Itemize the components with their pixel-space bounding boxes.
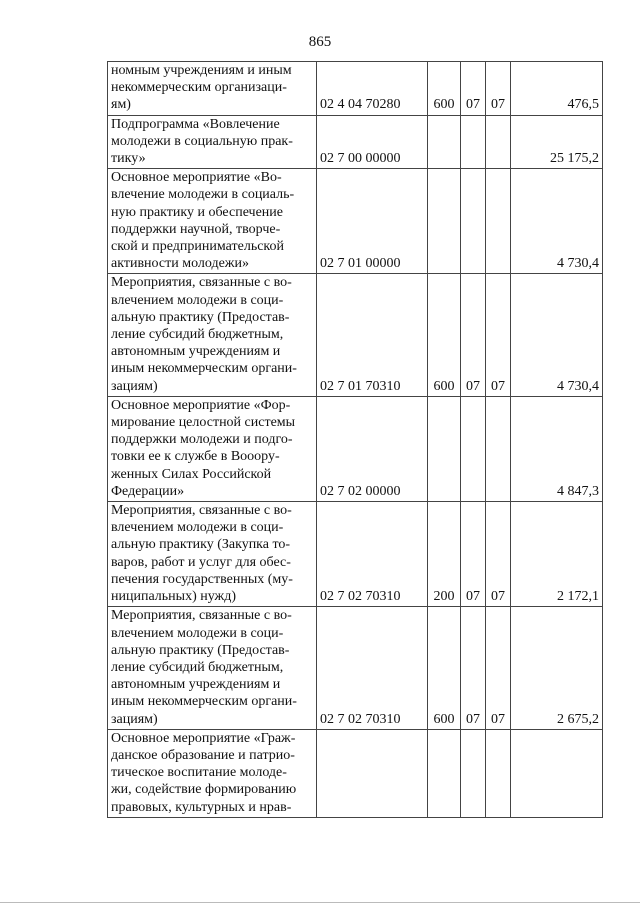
amount-cell: 2 172,1 bbox=[511, 502, 603, 607]
item-name-line: Основное мероприятие «Граж- bbox=[111, 730, 296, 746]
target-article-code-cell bbox=[317, 729, 428, 817]
item-name-cell bbox=[108, 169, 317, 274]
item-name-line: жи, содействие формированию bbox=[111, 782, 297, 798]
table-row bbox=[108, 62, 603, 116]
table-row bbox=[108, 115, 603, 169]
item-name-line: иным некоммерческим органи- bbox=[111, 361, 297, 377]
item-name-cell bbox=[108, 729, 317, 817]
item-name-cell bbox=[108, 115, 317, 169]
target-article-code-cell: 02 7 02 70310 bbox=[317, 502, 428, 607]
amount-cell: 476,5 bbox=[511, 62, 603, 116]
section-cell: 07 bbox=[461, 62, 486, 116]
amount-cell bbox=[511, 729, 603, 817]
item-name-line: автономным учреждениям и bbox=[111, 344, 281, 360]
item-name-line: правовых, культурных и нрав- bbox=[111, 799, 292, 815]
subsection-cell: 07 bbox=[486, 607, 511, 729]
item-name-cell bbox=[108, 607, 317, 729]
item-name-line: некоммерческим организаци- bbox=[111, 80, 287, 96]
item-name-cell bbox=[108, 396, 317, 501]
section-cell: 07 bbox=[461, 502, 486, 607]
item-name-line: данское образование и патрио- bbox=[111, 747, 295, 763]
item-name-line: активности молодежи» bbox=[111, 256, 249, 272]
section-cell bbox=[461, 169, 486, 274]
item-name-line: ную практику и обеспечение bbox=[111, 204, 284, 220]
amount-cell: 2 675,2 bbox=[511, 607, 603, 729]
expense-type-cell bbox=[428, 169, 461, 274]
table-row bbox=[108, 729, 603, 817]
item-name-line: влечением молодежи в соци- bbox=[111, 520, 284, 536]
item-name-line: иным некоммерческим органи- bbox=[111, 694, 297, 710]
expense-type-cell bbox=[428, 115, 461, 169]
item-name-line: тическое воспитание молоде- bbox=[111, 765, 287, 781]
table-row bbox=[108, 502, 603, 607]
target-article-code-cell: 02 7 01 00000 bbox=[317, 169, 428, 274]
table-row bbox=[108, 607, 603, 729]
item-name-line: молодежи в социальную прак- bbox=[111, 133, 293, 149]
target-article-code-cell: 02 7 02 70310 bbox=[317, 607, 428, 729]
amount-cell: 4 730,4 bbox=[511, 169, 603, 274]
section-cell: 07 bbox=[461, 274, 486, 396]
expense-type-cell: 200 bbox=[428, 502, 461, 607]
item-name-line: мирование целостной системы bbox=[111, 415, 296, 431]
item-name-line: поддержки молодежи и подго- bbox=[111, 432, 293, 448]
expense-type-cell: 600 bbox=[428, 62, 461, 116]
item-name-line: варов, работ и услуг для обес- bbox=[111, 554, 291, 570]
item-name-line: автономным учреждениям и bbox=[111, 677, 281, 693]
subsection-cell bbox=[486, 115, 511, 169]
item-name-line: Основное мероприятие «Фор- bbox=[111, 397, 291, 413]
item-name-line: тику» bbox=[111, 151, 146, 167]
item-name-line: альную практику (Предостав- bbox=[111, 309, 290, 325]
target-article-code-cell: 02 7 01 70310 bbox=[317, 274, 428, 396]
page-number: 865 bbox=[308, 34, 332, 50]
item-name-line: Мероприятия, связанные с во- bbox=[111, 503, 292, 519]
item-name-line: ниципальных) нужд) bbox=[111, 589, 236, 605]
section-cell bbox=[461, 729, 486, 817]
item-name-line: поддержки научной, творче- bbox=[111, 221, 281, 237]
item-name-line: печения государственных (му- bbox=[111, 571, 293, 587]
target-article-code-cell: 02 4 04 70280 bbox=[317, 62, 428, 116]
subsection-cell bbox=[486, 729, 511, 817]
amount-cell: 25 175,2 bbox=[511, 115, 603, 169]
section-cell bbox=[461, 396, 486, 501]
item-name-line: Основное мероприятие «Во- bbox=[111, 170, 282, 186]
item-name-line: Мероприятия, связанные с во- bbox=[111, 275, 292, 291]
item-name-cell bbox=[108, 62, 317, 116]
item-name-line: женных Силах Российской bbox=[111, 466, 272, 482]
item-name-cell bbox=[108, 502, 317, 607]
item-name-cell bbox=[108, 274, 317, 396]
subsection-cell: 07 bbox=[486, 62, 511, 116]
item-name-line: товки ее к службе в Вооору- bbox=[111, 449, 280, 465]
item-name-line: Федерации» bbox=[111, 483, 185, 499]
item-name-line: зациям) bbox=[111, 378, 158, 394]
section-cell: 07 bbox=[461, 607, 486, 729]
expense-type-cell: 600 bbox=[428, 274, 461, 396]
item-name-line: Подпрограмма «Вовлечение bbox=[111, 116, 280, 132]
item-name-line: влечением молодежи в соци- bbox=[111, 292, 284, 308]
subsection-cell: 07 bbox=[486, 274, 511, 396]
table-row bbox=[108, 396, 603, 501]
item-name-line: ление субсидий бюджетным, bbox=[111, 659, 284, 675]
target-article-code-cell: 02 7 02 00000 bbox=[317, 396, 428, 501]
subsection-cell bbox=[486, 396, 511, 501]
amount-cell: 4 847,3 bbox=[511, 396, 603, 501]
budget-table bbox=[107, 61, 603, 818]
item-name-line: ление субсидий бюджетным, bbox=[111, 327, 284, 343]
item-name-line: Мероприятия, связанные с во- bbox=[111, 608, 292, 624]
subsection-cell bbox=[486, 169, 511, 274]
section-cell bbox=[461, 115, 486, 169]
expense-type-cell: 600 bbox=[428, 607, 461, 729]
table-row bbox=[108, 169, 603, 274]
item-name-line: влечение молодежи в социаль- bbox=[111, 187, 295, 203]
item-name-line: альную практику (Предостав- bbox=[111, 642, 290, 658]
table-row bbox=[108, 274, 603, 396]
page-bottom-edge bbox=[0, 902, 640, 903]
item-name-line: альную практику (Закупка то- bbox=[111, 537, 291, 553]
expense-type-cell bbox=[428, 396, 461, 501]
budget-table-body bbox=[108, 62, 603, 818]
amount-cell: 4 730,4 bbox=[511, 274, 603, 396]
item-name-line: зациям) bbox=[111, 711, 158, 727]
item-name-line: номным учреждениям и иным bbox=[111, 63, 292, 78]
subsection-cell: 07 bbox=[486, 502, 511, 607]
expense-type-cell bbox=[428, 729, 461, 817]
target-article-code-cell: 02 7 00 00000 bbox=[317, 115, 428, 169]
item-name-line: влечением молодежи в соци- bbox=[111, 625, 284, 641]
item-name-line: ской и предпринимательской bbox=[111, 239, 285, 255]
item-name-line: ям) bbox=[111, 97, 131, 113]
